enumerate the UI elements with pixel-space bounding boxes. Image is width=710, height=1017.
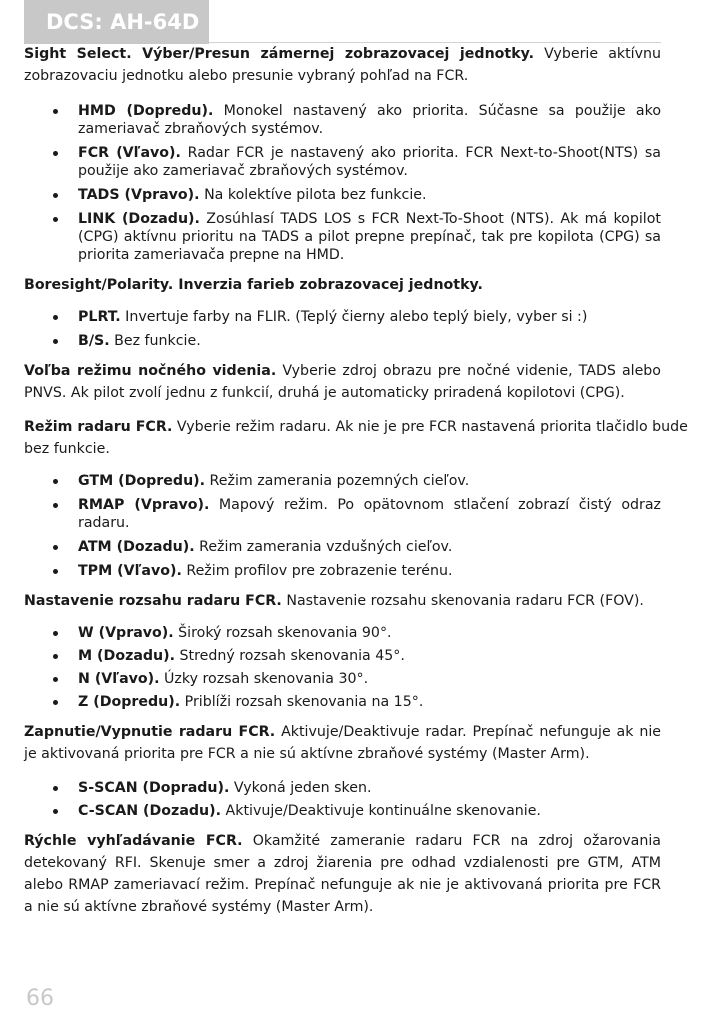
list-item [24,308,661,326]
item-label: N (Vľavo). [78,671,160,687]
fcr-quick-text: Okamžité zameranie radaru FCR na zdroj ožarovania detekovaný RFI. Skenuje smer a zdroj žiarenia pre odhad vzdialenosti pre GTM, ATM alebo RMAP zameriavací režim. Prepínač nefunguje ak nie je aktivovaná priorita pre FCR a nie sú aktívne zbraňové systémy (Master Arm). [24,833,661,915]
fcr-power-title: Zapnutie/Vypnutie radaru FCR. [24,724,276,740]
boresight-list [24,308,661,350]
item-label: ATM (Dozadu). [78,539,195,555]
header-title: DCS: AH-64D [24,0,209,44]
item-label: LINK (Dozadu). [78,211,200,227]
list-item [24,693,661,711]
fcr-range-title: Nastavenie rozsahu radaru FCR. [24,593,282,609]
item-text: Bez funkcie. [109,333,201,349]
item-text: Na kolektíve pilota bez funkcie. [199,187,427,203]
list-item [24,144,661,180]
item-text: Široký rozsah skenovania 90°. [173,625,392,641]
page-content [24,43,688,918]
sight-select-title: Sight Select. Výber/Presun zámernej zobrazovacej jednotky. [24,46,534,62]
list-item [24,496,661,532]
boresight-title: Boresight/Polarity. Inverzia farieb zobrazovacej jednotky. [24,277,483,293]
sight-select-text: Vyberie aktívnu zobrazovaciu jednotku alebo presunie vybraný pohľad na FCR. [24,46,661,84]
item-text: Režim profilov pre zobrazenie terénu. [181,563,453,579]
item-text: Režim zamerania pozemných cieľov. [205,473,470,489]
list-item [24,538,661,556]
sight-select-list [24,102,661,264]
item-label: TPM (Vľavo). [78,563,182,579]
fcr-mode-text: Vyberie režim radaru. Ak nie je pre FCR nastavená priorita tlačidlo bude bez funkcie. [24,419,688,457]
item-label: GTM (Dopredu). [78,473,206,489]
list-item [24,670,661,688]
item-text: Mapový režim. Po opätovnom stlačení zobrazí čistý odraz radaru. [78,497,661,531]
night-vision-text: Vyberie zdroj obrazu pre nočné videnie, TADS alebo PNVS. Ak pilot zvolí jednu z funkcií, druhá je automaticky priradená kopilotovi (CPG). [24,363,661,401]
item-text: Úzky rozsah skenovania 30°. [159,671,369,687]
fcr-power-paragraph [24,721,661,765]
item-text: Priblíži rozsah skenovania na 15°. [180,694,424,710]
list-item [24,624,661,642]
item-text: Invertuje farby na FLIR. (Teplý čierny alebo teplý biely, vyber si :) [120,309,588,325]
fcr-power-list [24,779,661,820]
item-text: Stredný rozsah skenovania 45°. [175,648,405,664]
list-item [24,186,661,204]
item-label: HMD (Dopredu). [78,103,214,119]
item-label: RMAP (Vpravo). [78,497,210,513]
fcr-mode-list [24,472,661,580]
item-label: TADS (Vpravo). [78,187,200,203]
item-label: M (Dozadu). [78,648,176,664]
fcr-range-list [24,624,661,711]
list-item [24,779,661,797]
sight-select-paragraph [24,43,661,87]
fcr-range-paragraph [24,590,708,612]
list-item [24,472,661,490]
item-text: Monokel nastavený ako priorita. Súčasne sa použije ako zameriavač zbraňových systémov. [78,103,661,137]
list-item [24,647,661,665]
fcr-mode-title: Režim radaru FCR. [24,419,173,435]
item-label: B/S. [78,333,110,349]
fcr-quick-paragraph [24,830,661,918]
item-text: Radar FCR je nastavený ako priorita. FCR Next-to-Shoot(NTS) sa použije ako zameriavač zbraňových systémov. [78,145,661,179]
boresight-paragraph [24,274,661,296]
item-text: Režim zamerania vzdušných cieľov. [194,539,453,555]
item-label: FCR (Vľavo). [78,145,181,161]
night-vision-paragraph [24,360,661,404]
item-label: C-SCAN (Dozadu). [78,803,222,819]
fcr-range-text: Nastavenie rozsahu skenovania radaru FCR (FOV). [281,593,644,609]
list-item [24,562,661,580]
night-vision-title: Voľba režimu nočného videnia. [24,363,277,379]
list-item [24,102,661,138]
list-item [24,802,661,820]
item-label: S-SCAN (Dopradu). [78,780,230,796]
item-label: W (Vpravo). [78,625,174,641]
fcr-quick-title: Rýchle vyhľadávanie FCR. [24,833,243,849]
item-text: Aktivuje/Deaktivuje kontinuálne skenovanie. [221,803,541,819]
fcr-power-text: Aktivuje/Deaktivuje radar. Prepínač nefunguje ak nie je aktivovaná priorita pre FCR a nie sú aktívne zbraňové systémy (Master Arm). [24,724,661,762]
page-number: 66 [26,986,54,1011]
item-label: Z (Dopredu). [78,694,181,710]
list-item [24,210,661,264]
item-label: PLRT. [78,309,121,325]
item-text: Vykoná jeden sken. [229,780,372,796]
item-text: Zosúhlasí TADS LOS s FCR Next-To-Shoot (NTS). Ak má kopilot (CPG) aktívnu prioritu na TADS a pilot prepne prepínač, tak pre kopilota (CPG) sa priorita zameriavača prepne na HMD. [78,211,661,263]
fcr-mode-paragraph [24,416,708,460]
list-item [24,332,661,350]
